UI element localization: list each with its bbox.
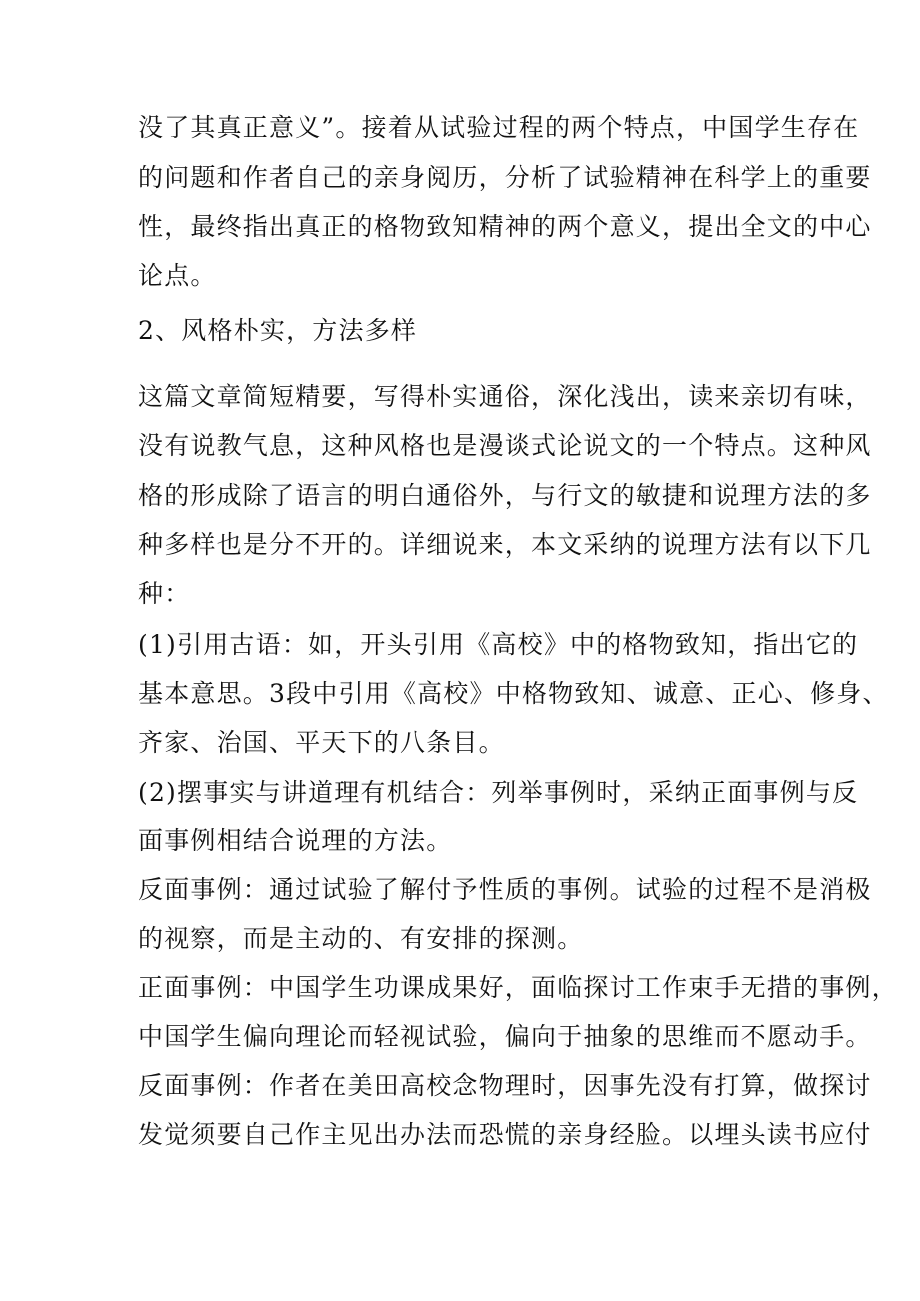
- text-line: 中国学生偏向理论而轻视试验，偏向于抽象的思维而不愿动手。: [138, 1022, 872, 1051]
- text-line: 面事例相结合说理的方法。: [138, 826, 453, 855]
- text-line: 种多样也是分不开的。详细说来，本文采纳的说理方法有以下几: [138, 530, 872, 559]
- section-heading: 2、风格朴实，方法多样: [138, 316, 418, 345]
- text-line: 种：: [138, 579, 191, 608]
- text-line: 没有说教气息，这种风格也是漫谈式论说文的一个特点。这种风: [138, 431, 872, 460]
- text-line: 没了其真正意义”。接着从试验过程的两个特点，中国学生存在: [138, 113, 860, 142]
- text-line: 正面事例：中国学生功课成果好，面临探讨工作束手无措的事例，: [138, 973, 898, 1002]
- list-item: (1)引用古语：如，开头引用《高校》中的格物致知，指出它的: [138, 630, 859, 659]
- text-line: 的视察，而是主动的、有安排的探测。: [138, 924, 584, 953]
- text-line: 这篇文章简短精要，写得朴实通俗，深化浅出，读来亲切有味，: [138, 382, 872, 411]
- text-line: 论点。: [138, 261, 217, 290]
- text-line: 反面事例：通过试验了解付予性质的事例。试验的过程不是消极: [138, 875, 872, 904]
- text-line: 齐家、治国、平天下的八条目。: [138, 728, 505, 757]
- text-line: 的问题和作者自己的亲身阅历，分析了试验精神在科学上的重要: [138, 163, 872, 192]
- text-line: 反面事例：作者在美田高校念物理时，因事先没有打算，做探讨: [138, 1071, 872, 1100]
- text-line: 基本意思。3段中引用《高校》中格物致知、诚意、正心、修身、: [138, 679, 889, 708]
- text-line: 发觉须要自己作主见出办法而恐慌的亲身经脸。以埋头读书应付: [138, 1120, 872, 1149]
- text-line: 性，最终指出真正的格物致知精神的两个意义，提出全文的中心: [138, 212, 872, 241]
- list-item: (2)摆事实与讲道理有机结合：列举事例时，采纳正面事例与反: [138, 778, 859, 807]
- text-line: 格的形成除了语言的明白通俗外，与行文的敏捷和说理方法的多: [138, 481, 872, 510]
